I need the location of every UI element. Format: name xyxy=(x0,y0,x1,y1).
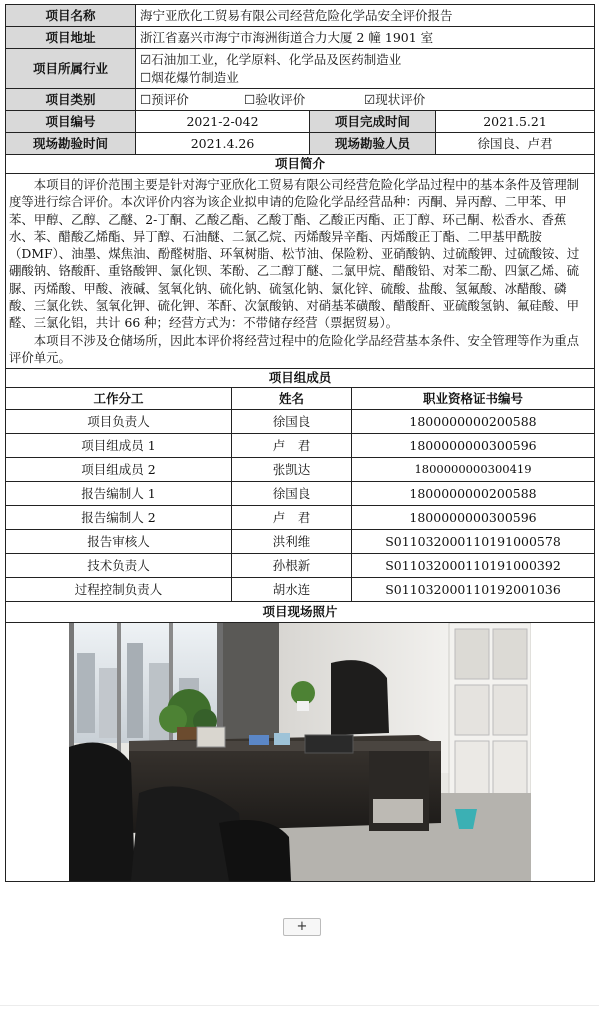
value-project-industry xyxy=(136,49,595,89)
member-role: 报告审核人 xyxy=(6,530,232,554)
table-row xyxy=(6,578,595,602)
industry-option-fireworks: ☐烟花爆竹制造业 xyxy=(140,69,239,85)
expand-button[interactable]: + xyxy=(283,918,321,936)
label-survey-person: 现场勘验人员 xyxy=(310,133,436,155)
member-cert: S011032000110191000578 xyxy=(352,530,595,554)
label-project-industry: 项目所属行业 xyxy=(6,49,136,89)
photo-cell xyxy=(6,623,595,882)
label-project-type: 项目类别 xyxy=(6,89,136,111)
member-cert: S011032000110191000392 xyxy=(352,554,595,578)
row-project-address xyxy=(6,27,595,49)
intro-title: 项目简介 xyxy=(6,155,595,174)
label-project-address: 项目地址 xyxy=(6,27,136,49)
row-members-title xyxy=(6,369,595,388)
table-row xyxy=(6,434,595,458)
label-survey-time: 现场勘验时间 xyxy=(6,133,136,155)
member-name: 洪利维 xyxy=(232,530,352,554)
intro-body xyxy=(6,174,595,369)
member-cert: 1800000000300596 xyxy=(352,506,595,530)
value-survey-person: 徐国良、卢君 xyxy=(436,133,595,155)
row-intro-body xyxy=(6,174,595,369)
row-photo-title xyxy=(6,602,595,623)
member-role: 报告编制人 1 xyxy=(6,482,232,506)
member-cert: S011032000110192001036 xyxy=(352,578,595,602)
table-row xyxy=(6,458,595,482)
member-cert: 1800000000300419 xyxy=(352,458,595,482)
intro-paragraph-2: 本项目不涉及仓储场所，因此本评价将经营过程中的危险化学品经营基本条件、安全管理等作为重点评价单元。 xyxy=(9,332,579,365)
industry-option-petrochem: ☑石油加工业，化学原料、化学品及医药制造业 xyxy=(140,52,402,67)
member-role: 项目负责人 xyxy=(6,410,232,434)
row-project-type xyxy=(6,89,595,111)
table-row xyxy=(6,530,595,554)
label-project-name: 项目名称 xyxy=(6,5,136,27)
member-role: 报告编制人 2 xyxy=(6,506,232,530)
member-cert: 1800000000200588 xyxy=(352,482,595,506)
value-survey-time: 2021.4.26 xyxy=(136,133,310,155)
members-title: 项目组成员 xyxy=(6,369,595,388)
member-name: 孙根新 xyxy=(232,554,352,578)
page-bottom-divider xyxy=(0,1005,599,1006)
member-name: 卢 君 xyxy=(232,434,352,458)
col-header-role: 工作分工 xyxy=(6,388,232,410)
member-role: 项目组成员 2 xyxy=(6,458,232,482)
member-role: 过程控制负责人 xyxy=(6,578,232,602)
col-header-cert: 职业资格证书编号 xyxy=(352,388,595,410)
member-name: 张凯达 xyxy=(232,458,352,482)
member-name: 卢 君 xyxy=(232,506,352,530)
member-name: 徐国良 xyxy=(232,410,352,434)
value-project-address: 浙江省嘉兴市海宁市海洲街道合力大厦 2 幢 1901 室 xyxy=(136,27,595,49)
type-option-current: ☑现状评价 xyxy=(364,92,426,107)
table-row xyxy=(6,482,595,506)
row-project-name xyxy=(6,5,595,27)
member-cert: 1800000000200588 xyxy=(352,410,595,434)
table-row xyxy=(6,410,595,434)
photo-title: 项目现场照片 xyxy=(6,602,595,623)
row-intro-title xyxy=(6,155,595,174)
project-info-table xyxy=(5,4,595,369)
row-photo xyxy=(6,623,595,882)
label-completion-time: 项目完成时间 xyxy=(310,111,436,133)
row-survey xyxy=(6,133,595,155)
type-option-acceptance: ☐验收评价 xyxy=(244,92,306,107)
report-document xyxy=(5,4,594,882)
row-project-industry xyxy=(6,49,595,89)
value-project-type xyxy=(136,89,595,111)
intro-paragraph-1: 本项目的评价范围主要是针对海宁亚欣化工贸易有限公司经营危险化学品过程中的基本条件及管理制度等进行综合评价。本次评价内容为该企业拟申请的危险化学品经营品种：丙酮、异丙醇、二甲苯、甲苯、甲醇、乙醇、乙醚、2-丁酮、乙酸乙酯、乙酸丁酯、乙酸正丙酯、正丁醇、环己酮、松香水、香蕉水、苯、醋酸乙烯酯、异丁醇、石油醚、二氯乙烷、丙烯酸异辛酯、丙烯酸正丁酯、二甲基甲酰胺（DMF）、油墨、煤焦油、酚醛树脂、环氧树脂、松节油、保险粉、亚硝酸钠、过硫酸钾、过硫酸铵、过硼酸钠、铬酸酐、重铬酸钾、氯化钡、苯酚、乙二醇丁醚、二氯甲烷、醋酸铅、对苯二酚、四氯乙烯、硫脲、丙烯酸、甲酸、液碱、氢氧化钠、硫化钠、硫氢化钠、氯化锌、硫酸、盐酸、氢氟酸、冰醋酸、磷酸、三氯化铁、氢氧化钾、硫化钾、苯酐、次氯酸钠、对硝基苯磺酸、醋酸酐、亚硫酸氢钠、氟硅酸、甲醛、三氯化铝，共计 66 种；经营方式为：不带储存经营（票据贸易）。 xyxy=(9,177,580,331)
label-project-number: 项目编号 xyxy=(6,111,136,133)
table-row xyxy=(6,506,595,530)
member-role: 技术负责人 xyxy=(6,554,232,578)
member-role: 项目组成员 1 xyxy=(6,434,232,458)
row-project-number xyxy=(6,111,595,133)
value-project-name: 海宁亚欣化工贸易有限公司经营危险化学品安全评价报告 xyxy=(136,5,595,27)
member-cert: 1800000000300596 xyxy=(352,434,595,458)
col-header-name: 姓名 xyxy=(232,388,352,410)
site-office-photo xyxy=(69,623,531,881)
member-name: 徐国良 xyxy=(232,482,352,506)
member-name: 胡水连 xyxy=(232,578,352,602)
members-table xyxy=(5,368,595,882)
table-row xyxy=(6,554,595,578)
value-completion-time: 2021.5.21 xyxy=(436,111,595,133)
value-project-number: 2021-2-042 xyxy=(136,111,310,133)
members-header-row xyxy=(6,388,595,410)
type-option-pre: ☐预评价 xyxy=(140,92,189,107)
